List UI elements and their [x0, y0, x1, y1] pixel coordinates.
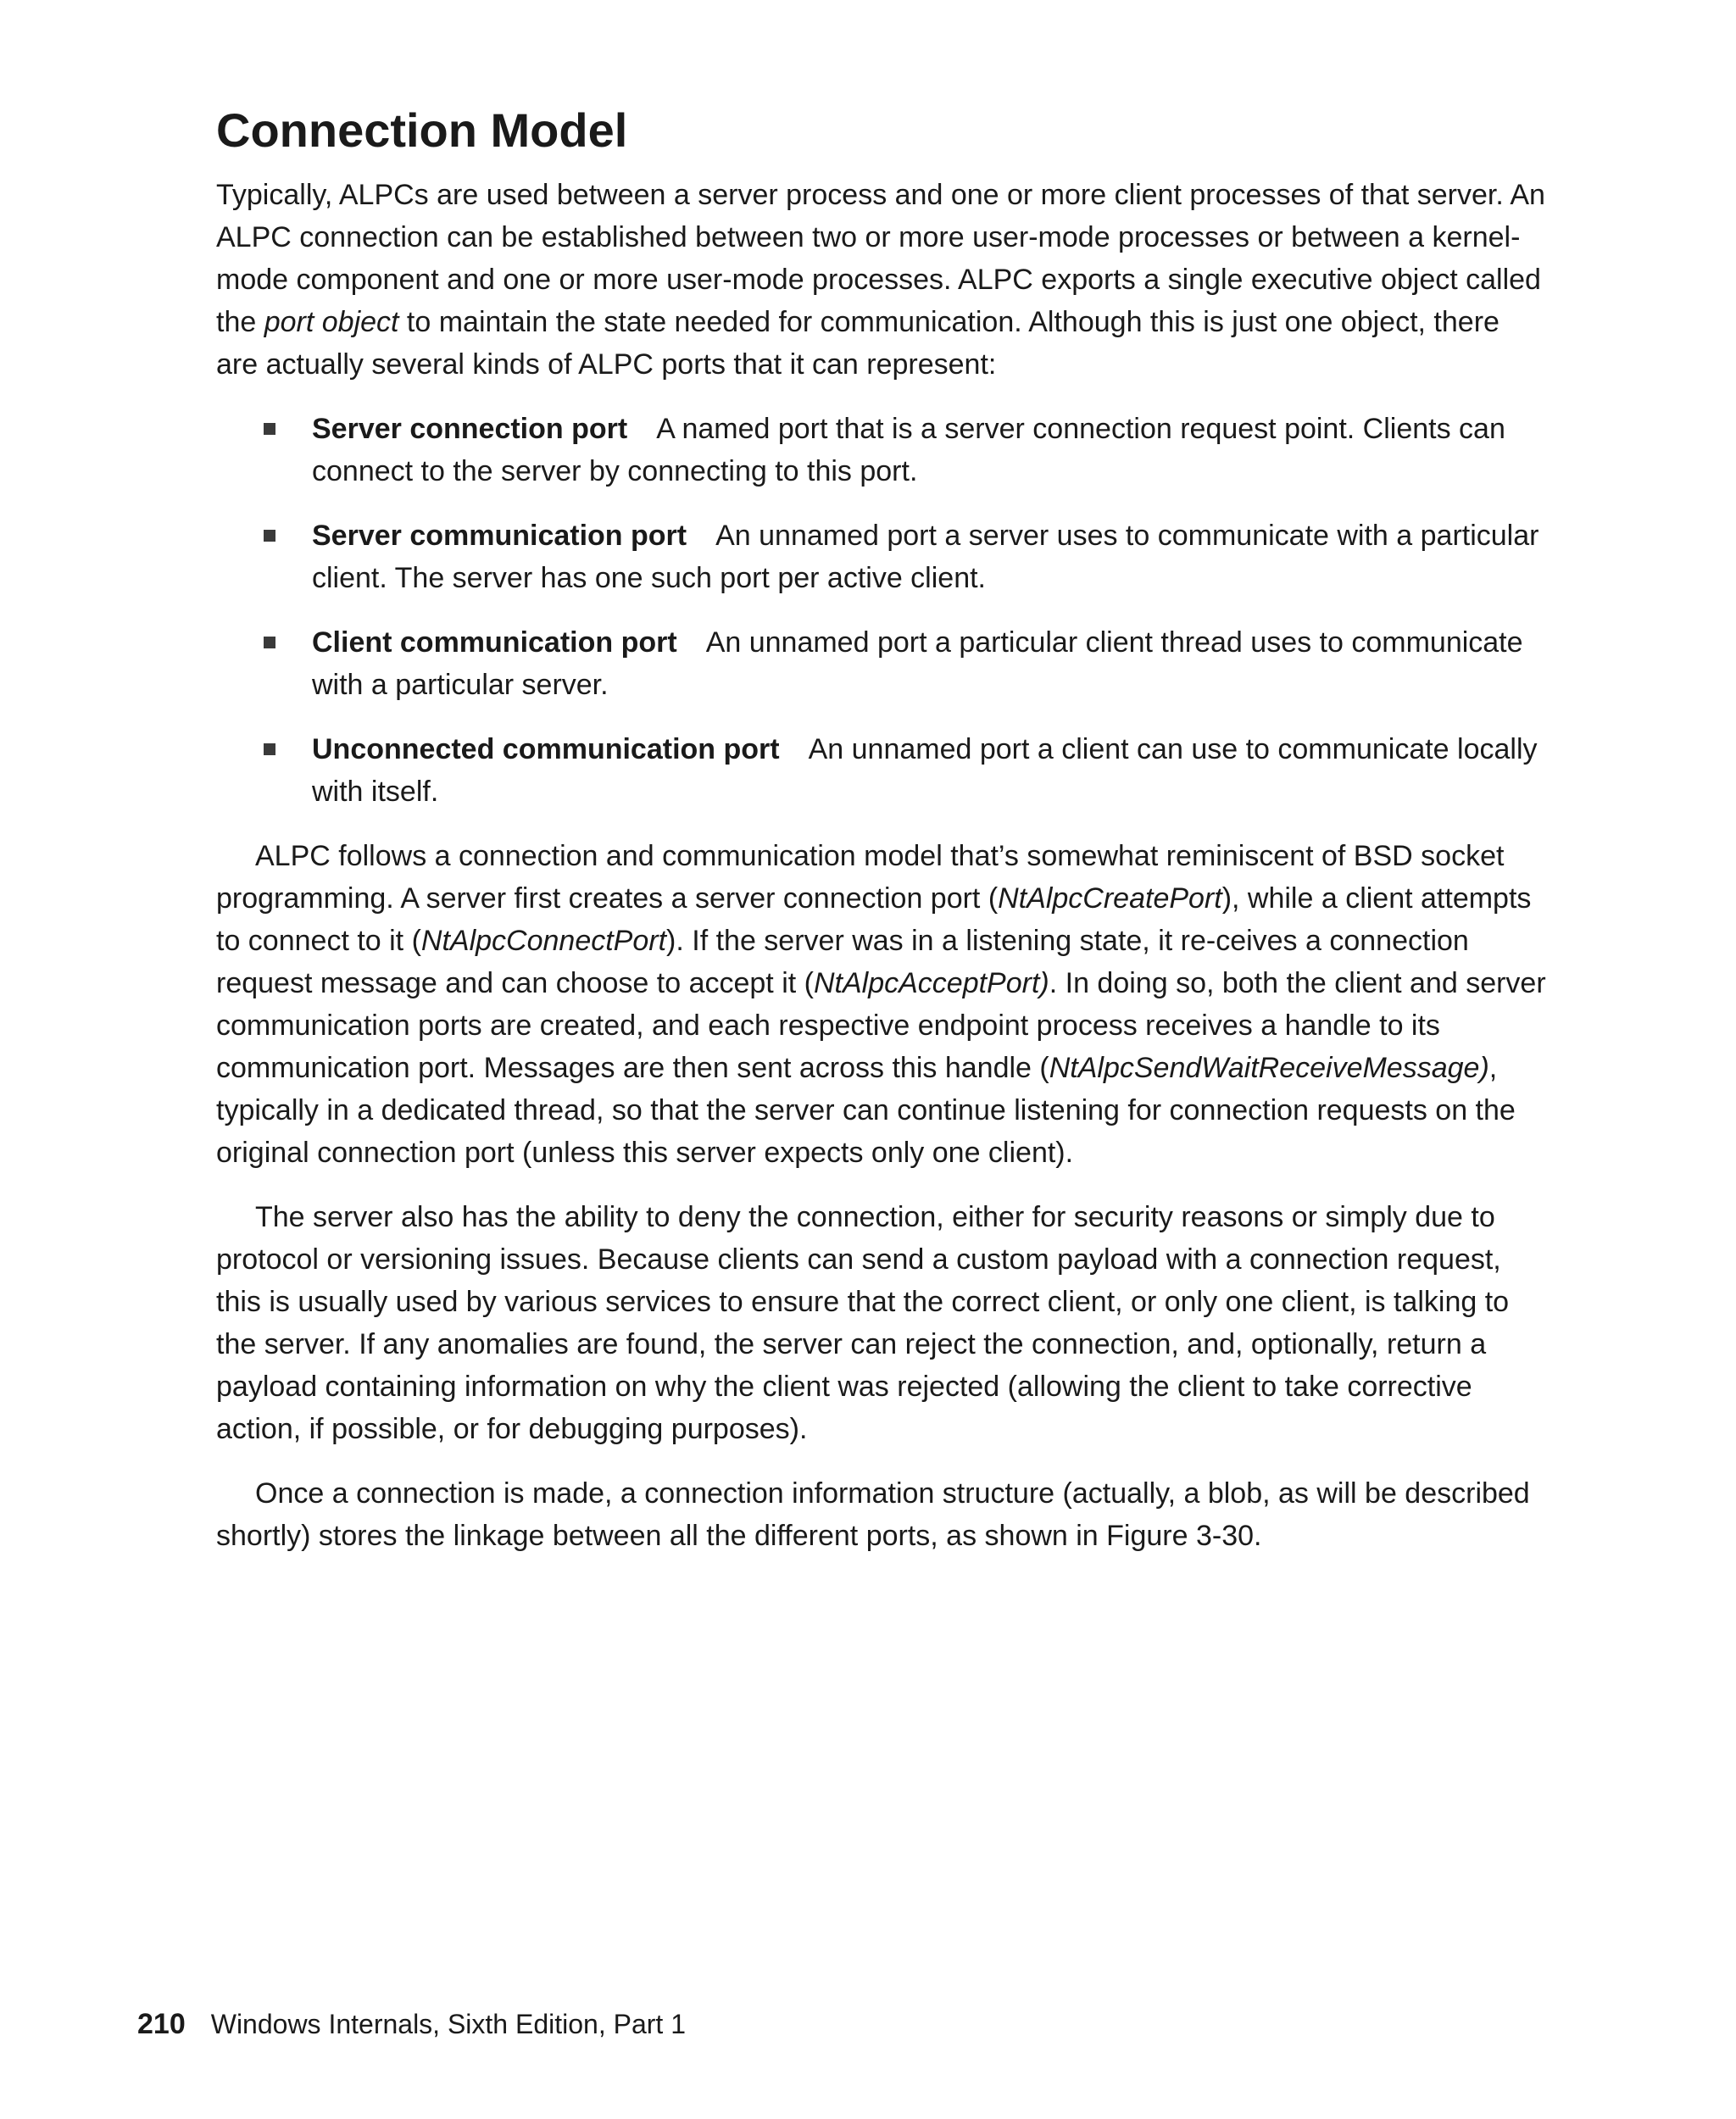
intro-paragraph	[216, 174, 1547, 386]
book-title: Windows Internals, Sixth Edition, Part 1	[210, 2009, 686, 2039]
list-item	[216, 514, 1547, 599]
api-name-accept-port: NtAlpcAcceptPort)	[813, 967, 1049, 1000]
list-item	[216, 408, 1547, 492]
para2-text-1: ALPC follows a connection and communication model that’s somewhat reminiscent of BSD socket programming. A server first creates a server connection port (	[216, 840, 1505, 915]
square-bullet-icon	[264, 530, 275, 542]
bullet-description: An unnamed port a particular client thread uses to communicate with a particular server.	[312, 626, 1523, 702]
connection-info-paragraph: Once a connection is made, a connection information structure (actually, a blob, as will be described shortly) stores the linkage between all the different ports, as shown in Figure 3-30.	[216, 1477, 1530, 1553]
section-heading: Connection Model	[216, 103, 628, 157]
deny-connection-paragraph: The server also has the ability to deny the connection, either for security reasons or simply due to protocol or versioning issues. Because clients can send a custom payload with a connection request, this is usually used by various services to ensure that the correct client, or only one client, is talking to the server. If any anomalies are found, the server can reject the connection, and, optionally, return a payload containing information on why the client was rejected (allowing the client to take corrective action, if possible, or for debugging purposes).	[216, 1201, 1510, 1446]
page-number: 210	[137, 2008, 186, 2040]
page-footer	[137, 2007, 686, 2041]
bullet-description: A named port that is a server connection request point. Clients can connect to the server by connecting to this port.	[312, 413, 1505, 488]
bullet-term: Client communication port	[312, 626, 677, 659]
bullet-term: Server communication port	[312, 520, 687, 553]
square-bullet-icon	[264, 637, 275, 648]
intro-text-2: to maintain the state needed for communication. Although this is just one object, there are actually several kinds of ALPC ports that it can represent:	[216, 306, 1500, 381]
api-name-connect-port: NtAlpcConnectPort	[420, 925, 667, 958]
port-types-list	[216, 408, 1547, 813]
api-name-create-port: NtAlpcCreatePort	[998, 882, 1222, 915]
square-bullet-icon	[264, 743, 275, 755]
connection-model-paragraph	[216, 835, 1547, 1174]
para2-text-5: , typically in a dedicated thread, so that the server can continue listening for connection requests on the original connection port (unless this server expects only one client).	[216, 1052, 1516, 1170]
page-content	[216, 102, 1547, 1579]
bullet-description: An unnamed port a server uses to communicate with a particular client. The server has one such port per active client.	[312, 520, 1539, 595]
para2-text-4: . In doing so, both the client and server communication ports are created, and each respective endpoint process receives a handle to its communication port. Messages are then sent across this handle (	[216, 967, 1546, 1085]
bullet-term: Unconnected communication port	[312, 733, 780, 766]
para2-text-2: ), while a client attempts to connect to it (	[216, 882, 1532, 958]
intro-emphasis-port-object: port object	[264, 306, 399, 339]
intro-text-1: Typically, ALPCs are used between a server process and one or more client processes of that server. An ALPC connection can be established between two or more user-mode processes or between a kernel-mode component and one or more user-mode processes. ALPC exports a single executive object called the	[216, 179, 1545, 339]
square-bullet-icon	[264, 423, 275, 435]
list-item	[216, 728, 1547, 813]
bullet-term: Server connection port	[312, 413, 628, 446]
list-item	[216, 621, 1547, 706]
para2-text-3: ). If the server was in a listening state, it re-ceives a connection request message and can choose to accept it (	[216, 925, 1469, 1000]
api-name-send-wait-receive: NtAlpcSendWaitReceiveMessage)	[1049, 1052, 1489, 1085]
bullet-description: An unnamed port a client can use to communicate locally with itself.	[312, 733, 1538, 809]
